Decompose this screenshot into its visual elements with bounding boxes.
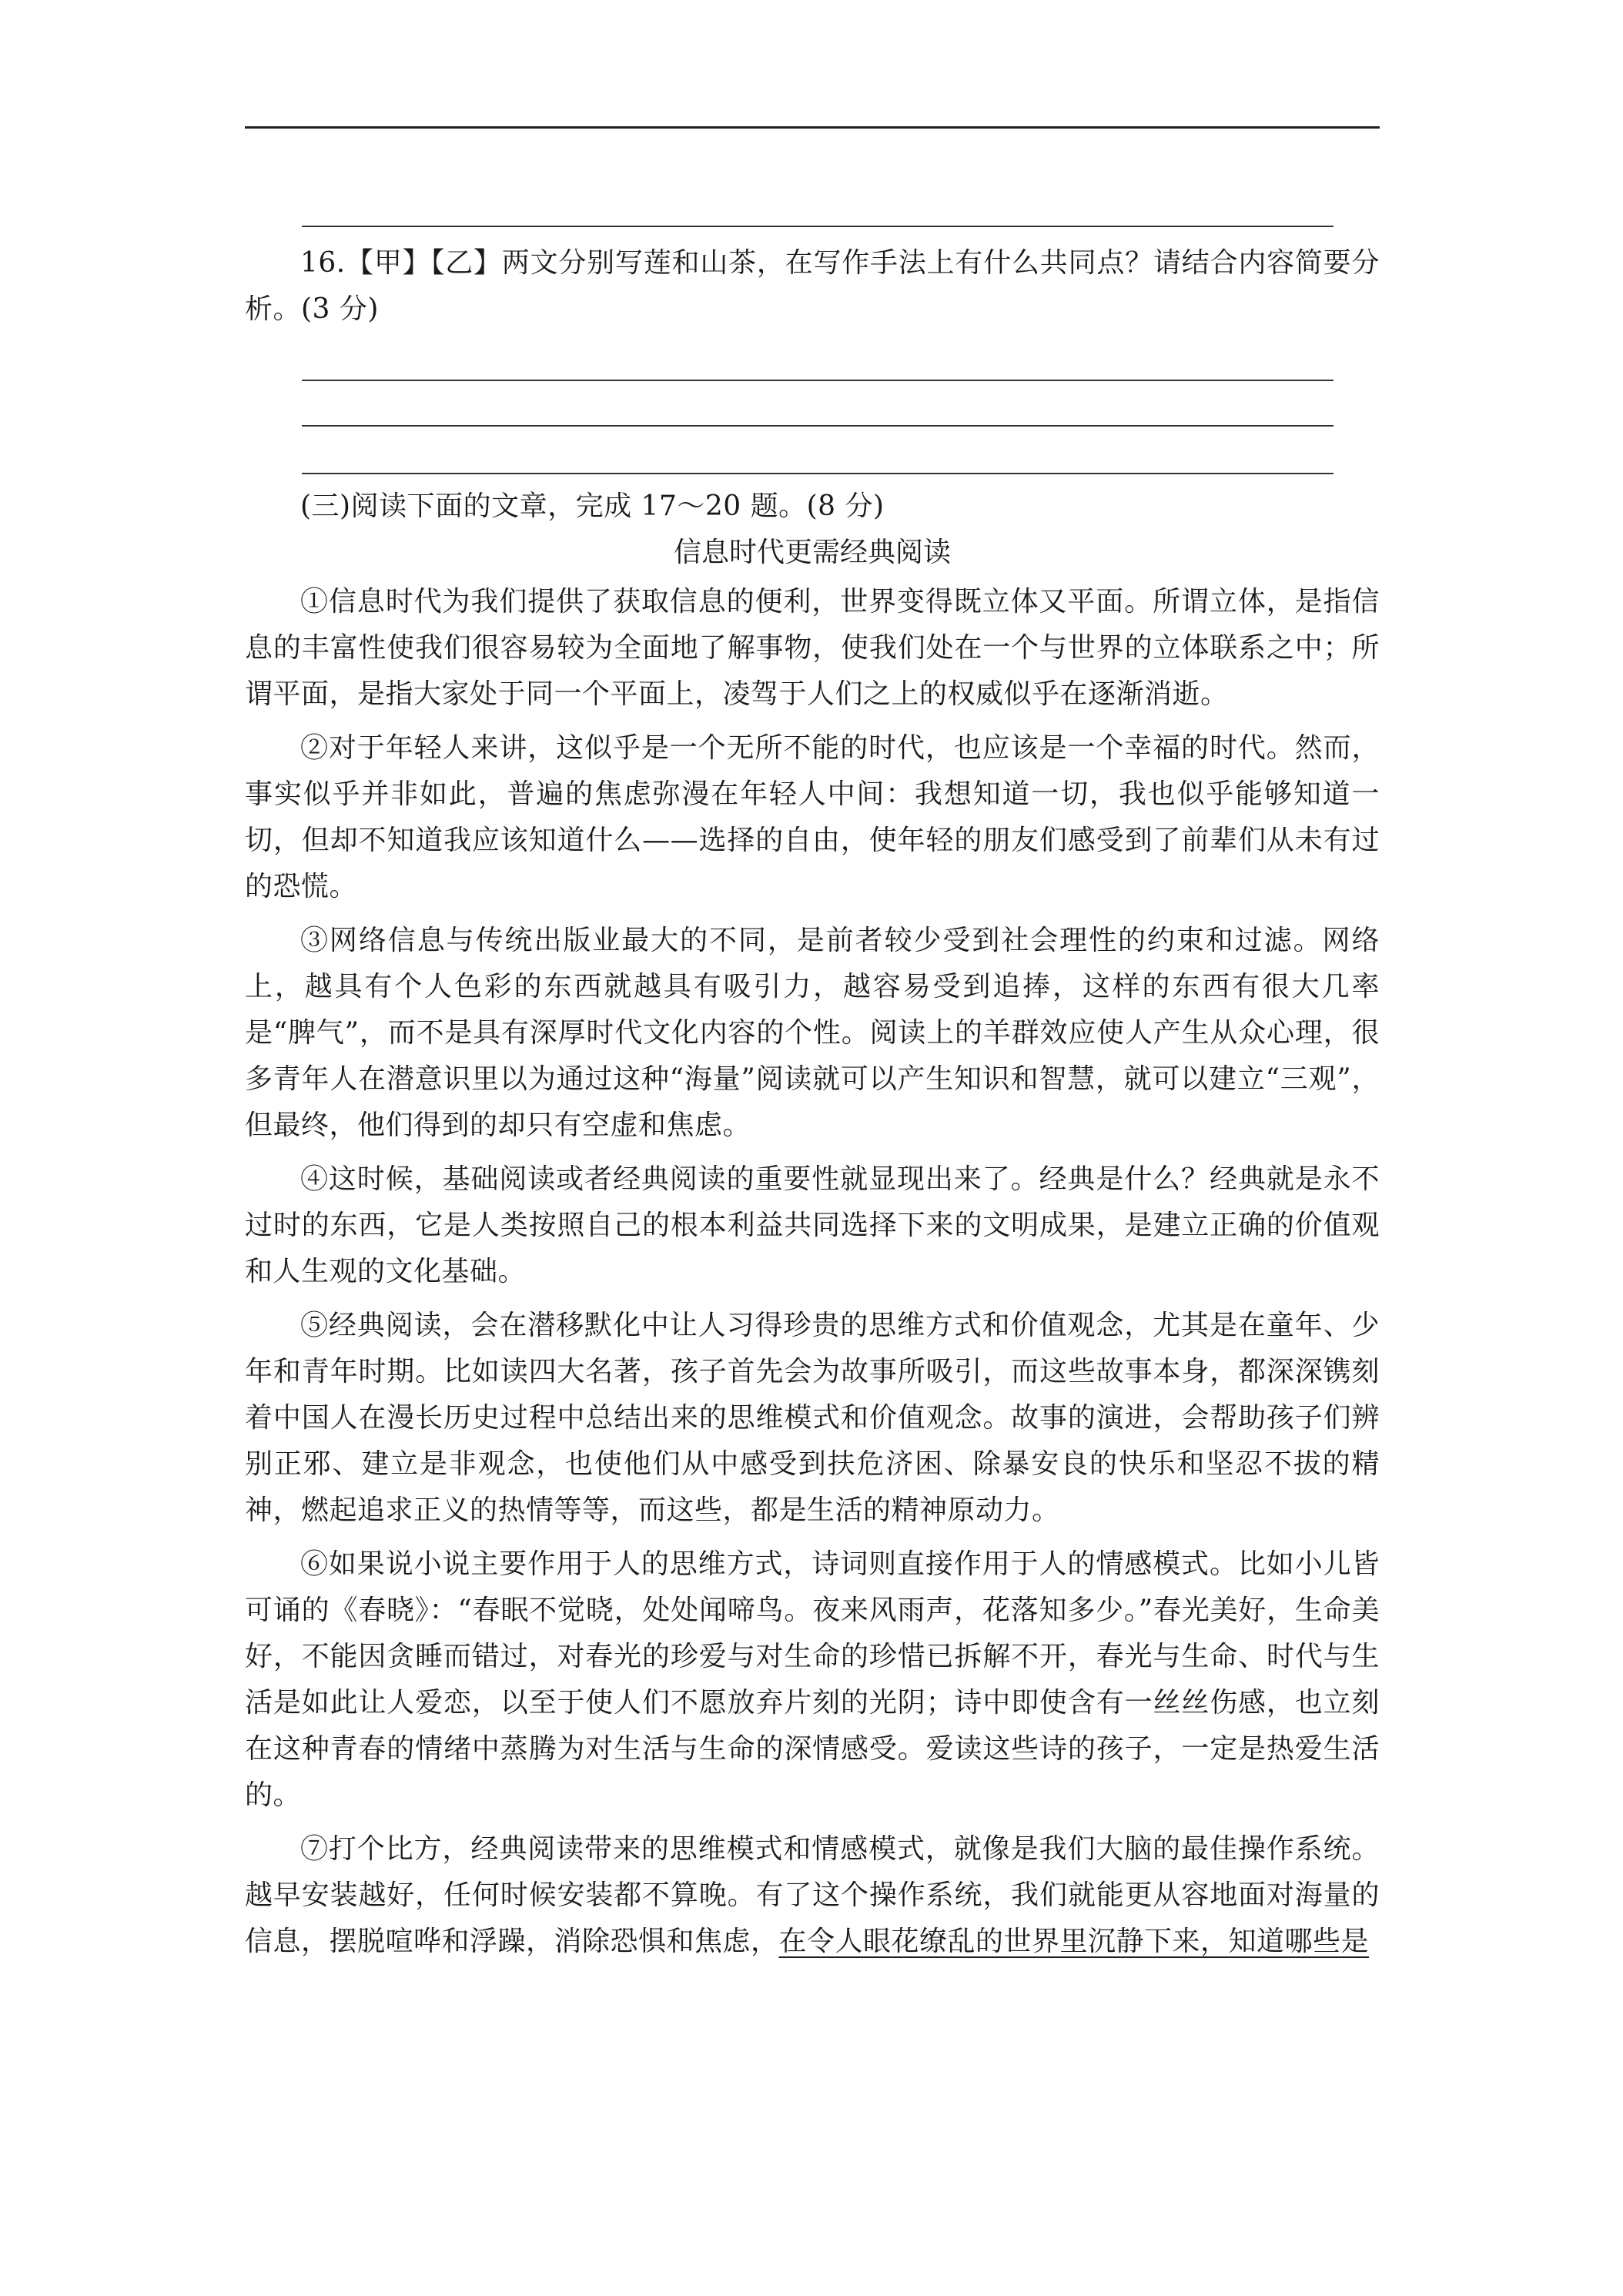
header-rule xyxy=(245,126,1380,129)
article-paragraph-6: ⑥如果说小说主要作用于人的思维方式，诗词则直接作用于人的情感模式。比如小儿皆可诵的《春晓》：“春眠不觉晓，处处闻啼鸟。夜来风雨声，花落知多少。”春光美好，生命美好，不能因贪睡而错过，对春光的珍爱与对生命的珍惜已拆解不开，春光与生命、时代与生活是如此让人爱恋，以至于使人们不愿放弃片刻的光阴；诗中即使含有一丝丝伤感，也立刻在这种青春的情绪中蒸腾为对生活与生命的深情感受。爱读这些诗的孩子，一定是热爱生活的。 xyxy=(245,1548,1380,1811)
article-paragraph-7-text: ⑦打个比方，经典阅读带来的思维模式和情感模式，就像是我们大脑的最佳操作系统。越早安装越好，任何时候安装都不算晚。有了这个操作系统，我们就能更从容地面对海量的信息，摆脱喧哗和浮躁，消除恐惧和焦虑， xyxy=(245,1833,1380,1957)
article-paragraph-2: ②对于年轻人来讲，这似乎是一个无所不能的时代，也应该是一个幸福的时代。然而，事实似乎并非如此，普遍的焦虑弥漫在年轻人中间：我想知道一切，我也似乎能够知道一切，但却不知道我应该知道什么——选择的自由，使年轻的朋友们感受到了前辈们从未有过的恐慌。 xyxy=(245,732,1380,902)
answer-line-16-3[interactable] xyxy=(302,473,1334,474)
question-16 xyxy=(245,240,1380,333)
section-3-instruction-text: (三)阅读下面的文章，完成 17～20 题。(8 分) xyxy=(300,490,885,522)
article-body xyxy=(245,579,1380,1965)
question-16-text: 16.【甲】【乙】两文分别写莲和山茶，在写作手法上有什么共同点？请结合内容简要分析。(3 分) xyxy=(245,247,1380,325)
article-paragraph-4: ④这时候，基础阅读或者经典阅读的重要性就显现出来了。经典是什么？经典就是永不过时的东西，它是人类按照自己的根本利益共同选择下来的文明成果，是建立正确的价值观和人生观的文化基础。 xyxy=(245,1163,1380,1287)
article-paragraph-7 xyxy=(245,1826,1380,1965)
answer-line-16-2[interactable] xyxy=(302,425,1334,427)
article-title: 信息时代更需经典阅读 xyxy=(673,537,951,568)
section-3-instruction xyxy=(245,484,1380,530)
answer-line-16-1[interactable] xyxy=(302,380,1334,381)
article-paragraph-5: ⑤经典阅读，会在潜移默化中让人习得珍贵的思维方式和价值观念，尤其是在童年、少年和青年时期。比如读四大名著，孩子首先会为故事所吸引，而这些故事本身，都深深镌刻着中国人在漫长历史过程中总结出来的思维模式和价值观念。故事的演进，会帮助孩子们辨别正邪、建立是非观念，也使他们从中感受到扶危济困、除暴安良的快乐和坚忍不拔的精神，燃起追求正义的热情等等，而这些，都是生活的精神原动力。 xyxy=(245,1310,1380,1526)
answer-line-prev[interactable] xyxy=(302,226,1334,227)
underlined-sentence: 在令人眼花缭乱的世界里沉静下来，知道哪些是 xyxy=(778,1926,1370,1957)
article-paragraph-3: ③网络信息与传统出版业最大的不同，是前者较少受到社会理性的约束和过滤。网络上，越具有个人色彩的东西就越具有吸引力，越容易受到追捧，这样的东西有很大几率是“脾气”，而不是具有深厚时代文化内容的个性。阅读上的羊群效应使人产生从众心理，很多青年人在潜意识里以为通过这种“海量”阅读就可以产生知识和智慧，就可以建立“三观”，但最终，他们得到的却只有空虚和焦虑。 xyxy=(245,925,1380,1141)
article-paragraph-1: ①信息时代为我们提供了获取信息的便利，世界变得既立体又平面。所谓立体，是指信息的丰富性使我们很容易较为全面地了解事物，使我们处在一个与世界的立体联系之中；所谓平面，是指大家处于同一个平面上，凌驾于人们之上的权威似乎在逐渐消逝。 xyxy=(245,586,1380,710)
